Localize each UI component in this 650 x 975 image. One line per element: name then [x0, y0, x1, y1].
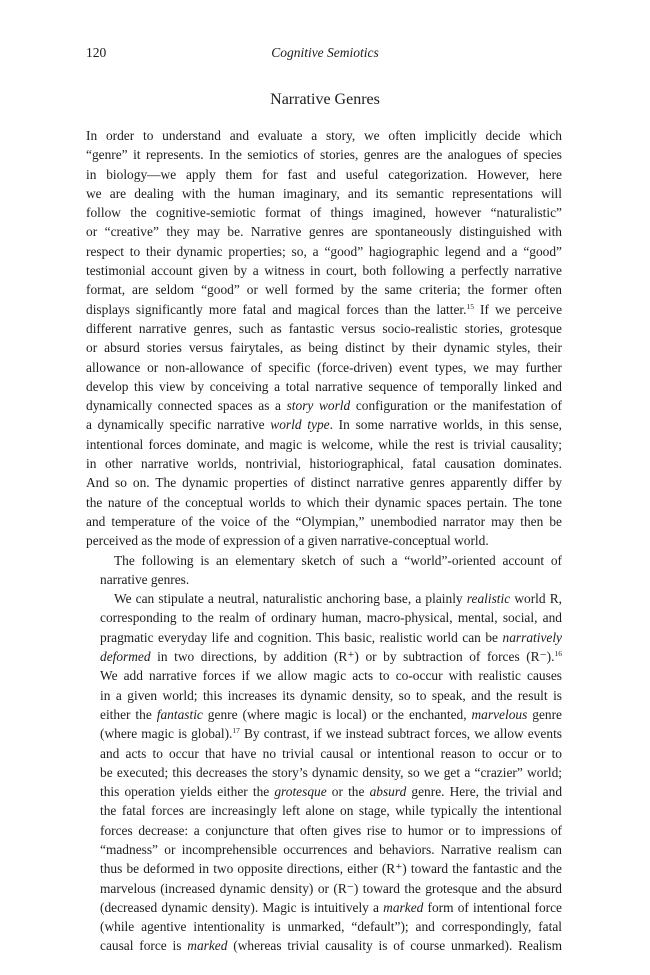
footnote-marker: 15 — [466, 301, 474, 311]
footnote-marker: 17 — [232, 726, 240, 736]
text-line: thus be deformed in two opposite directions, either (R⁺) toward the fantastic and the — [100, 861, 562, 877]
text-line: different narrative genres, such as fantastic versus socio-realistic stories, grotesque — [86, 320, 562, 336]
footnote-marker: 16 — [554, 649, 562, 659]
text-line: a dynamically specific narrative world type. In some narrative worlds, in this sense, — [86, 417, 562, 433]
paragraph — [86, 589, 562, 956]
text-line: intentional forces dominate, and magic is welcome, while the rest is trivial causality; — [86, 436, 562, 452]
text-line: (decreased dynamic density). Magic is intuitively a marked form of intentional force — [100, 899, 562, 915]
text-line: and acts to occur that have no trivial causal or intentional reason to occur or to — [100, 745, 562, 761]
text-line: respect to their dynamic properties; so, a “good” hagiographic legend and a “good” — [86, 243, 562, 259]
text-line: “madness” or incomprehensible occurrences and behaviors. Narrative realism can — [100, 841, 562, 857]
text-line: format, are seldom “good” or well formed by the same criteria; the former often — [86, 282, 562, 298]
text-line: pragmatic everyday life and cognition. This basic, realistic world can be narratively — [100, 629, 562, 645]
text-line: We can stipulate a neutral, naturalistic anchoring base, a plainly realistic world R, — [114, 591, 562, 607]
text-line: be executed; this decreases the story’s dynamic density, so we get a “crazier” world; — [100, 764, 562, 780]
paragraph — [86, 126, 562, 551]
text-line: or absurd stories versus fairytales, as being distinct by their dynamic styles, their — [86, 340, 562, 356]
text-line: in biology—we apply them for fast and useful categorization. However, here — [86, 166, 562, 182]
text-line: corresponding to the realm of ordinary human, macro-physical, mental, social, and — [100, 610, 562, 626]
text-line: dynamically connected spaces as a story world configuration or the manifestation of — [86, 398, 562, 414]
paragraph — [86, 551, 562, 590]
text-line: testimonial account given by a witness in court, both following a perfectly narrative — [86, 263, 562, 279]
text-line: narrative genres. — [100, 571, 190, 587]
text-line: deformed in two directions, by addition (R⁺) or by subtraction of forces (R⁻).$^{16}$ — [100, 649, 562, 665]
text-line: “genre” it represents. In the semiotics of stories, genres are the analogues of species — [86, 147, 562, 163]
text-line: We add narrative forces if we allow magic acts to co-occur with realistic causes — [100, 668, 562, 684]
text-line: in a given world; this increases its dynamic density, so to speak, and the result is — [100, 687, 562, 703]
text-line: or “creative” they may be. Narrative genres are spontaneously distinguished with — [86, 224, 562, 240]
text-line: (where magic is global).$^{17}$ By contrast, if we instead subtract forces, we allow events — [100, 726, 563, 742]
running-head: Cognitive Semiotics — [271, 45, 379, 60]
text-line: allowance or non-allowance of specific (force-driven) event types, we may further — [86, 359, 562, 375]
text-line: either the fantastic genre (where magic is local) or the enchanted, marvelous genre — [100, 706, 562, 722]
text-line: And so on. The dynamic properties of distinct narrative genres apparently differ by — [86, 475, 562, 491]
text-line: and temperature of the voice of the “Olympian,” unembodied narrator may then be — [86, 513, 562, 529]
text-line: we are dealing with the human imaginary, and its semantic representations will — [86, 185, 562, 201]
text-line: causal force is marked (whereas trivial causality is of course unmarked). Realism — [100, 938, 562, 954]
text-line: In order to understand and evaluate a story, we often implicitly decide which — [86, 128, 562, 143]
text-line: displays significantly more fatal and magical forces than the latter.$^{15}$ If we perceive — [86, 301, 563, 317]
text-line: (while agentive intentionality is unmarked, “default”); and correspondingly, fatal — [100, 919, 562, 935]
text-line: the nature of the conceptual worlds to which their dynamic spaces pertain. The tone — [86, 494, 562, 510]
text-line: in other narrative worlds, nontrivial, historiographical, fatal causation dominates. — [86, 456, 562, 472]
text-line: this operation yields either the grotesque or the absurd genre. Here, the trivial and — [100, 784, 563, 800]
text-line: marvelous (increased dynamic density) or (R⁻) toward the grotesque and the absurd — [100, 880, 562, 896]
text-line: develop this view by conceiving a total narrative sequence of temporally linked and — [86, 378, 562, 394]
text-line: forces decrease: a conjuncture that often gives rise to humor or to impressions of — [100, 822, 562, 838]
section-title: Narrative Genres — [270, 91, 380, 108]
page-number: 120 — [86, 45, 107, 60]
text-line: perceived as the mode of expression of a given narrative-conceptual world. — [86, 533, 489, 549]
text-line: the fatal forces are increasingly left alone on stage, while typically the intentional — [100, 803, 562, 819]
text-line: The following is an elementary sketch of such a “world”-oriented account of — [114, 552, 562, 568]
body-text — [86, 126, 562, 956]
text-line: follow the cognitive-semiotic format of things imagined, however “naturalistic” — [86, 205, 562, 221]
